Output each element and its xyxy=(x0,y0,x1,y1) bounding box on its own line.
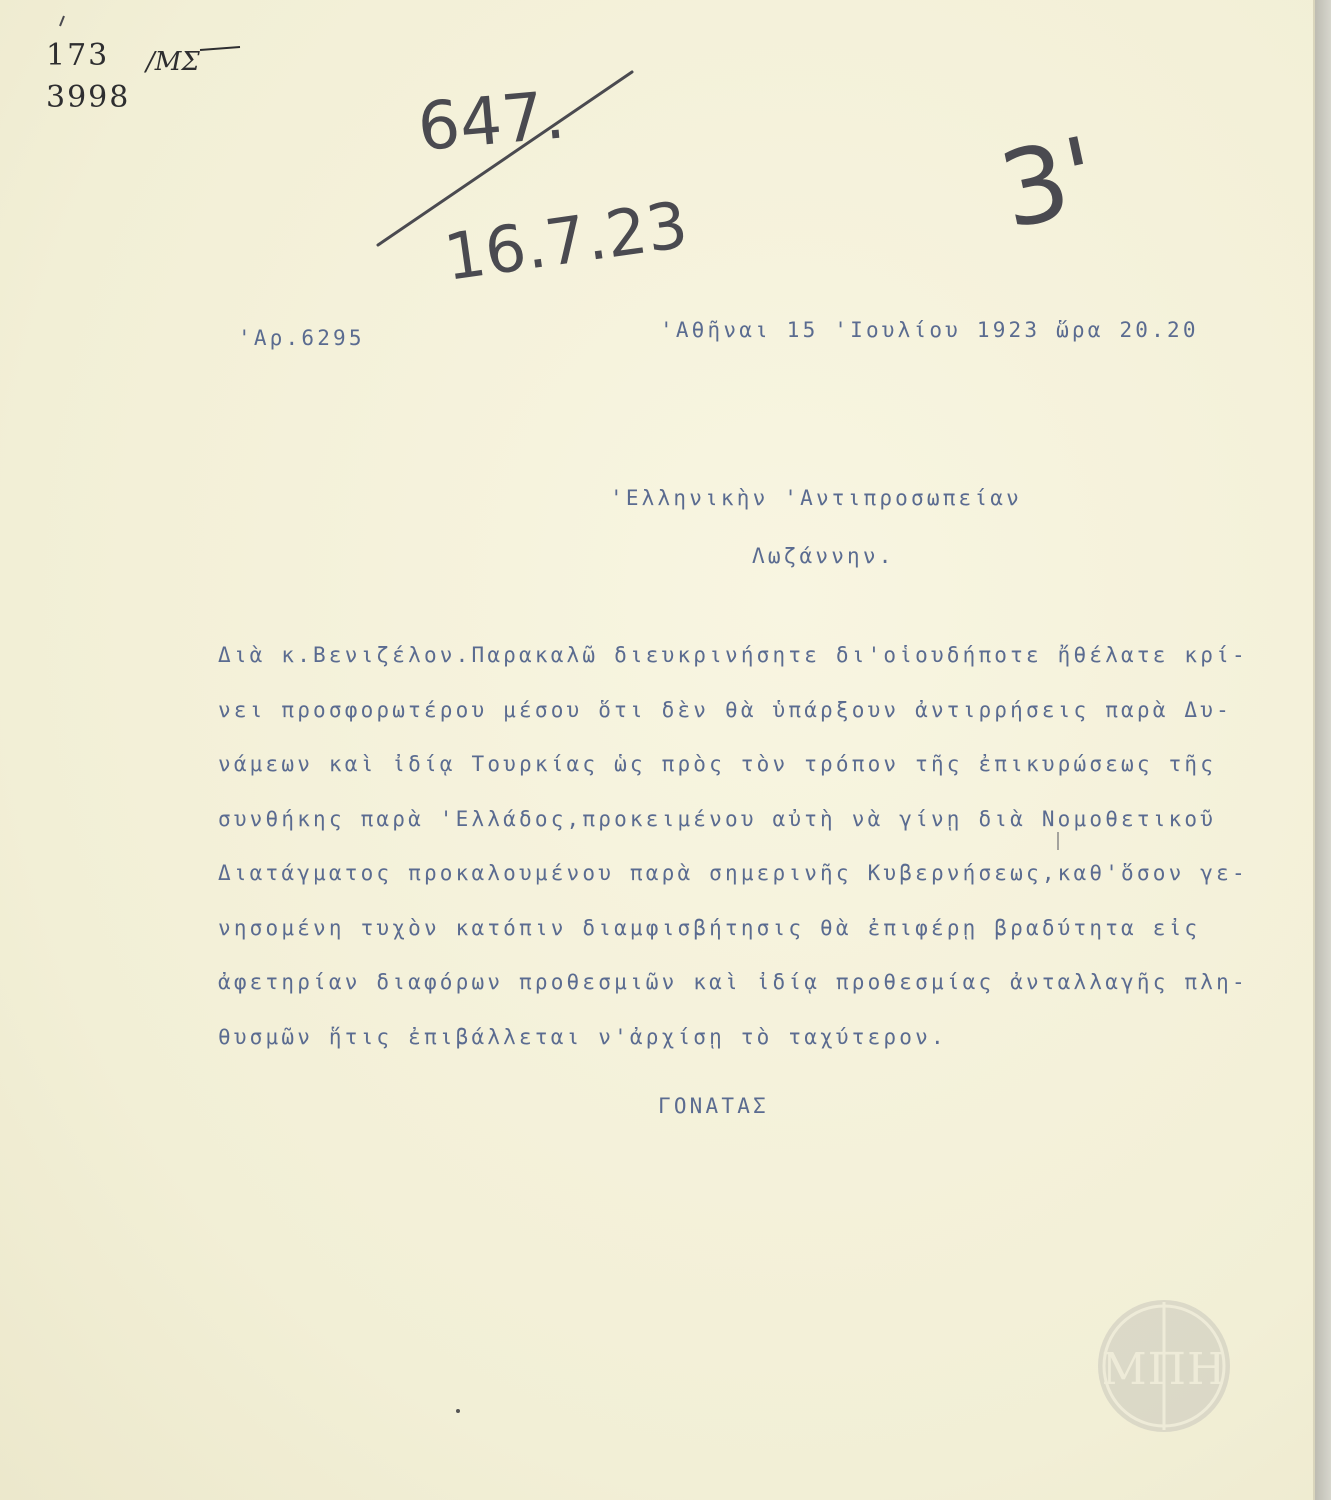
body-line: Διὰ κ.Βενιζέλον.Παρακαλῶ διευκρινήσητε δι'οἱουδήποτε ἤθέλατε κρί- xyxy=(218,643,1248,667)
seal-letters: ΜΠΗ xyxy=(1101,1344,1227,1395)
hand-mark: 3' xyxy=(989,113,1108,253)
body-line: νει προσφορωτέρου μέσου ὅτι δὲν θὰ ὑπάρξουν ἀντιρρήσεις παρὰ Δυ- xyxy=(218,697,1232,722)
page-edge xyxy=(1315,0,1331,1500)
body-line: νάμεων καὶ ἰδίᾳ Τουρκίας ὡς πρὸς τὸν τρόπον τῆς ἐπικυρώσεως τῆς xyxy=(218,752,1217,776)
body-line: θυσμῶν ἥτις ἐπιβάλλεται ν'ἀρχίσῃ τὸ ταχύτερον. xyxy=(218,1024,947,1049)
destination: Λωζάννην. xyxy=(752,544,895,568)
recipient: 'Ελληνικὴν 'Αντιπροσωπείαν xyxy=(610,486,1022,510)
ink-dot xyxy=(456,1409,460,1413)
ref-hand-stroke xyxy=(200,47,240,50)
reference-number-top: 173 xyxy=(46,38,110,73)
body-line: Διατάγματος προκαλουμένου παρὰ σημερινῆς Κυβερνήσεως,καθ'ὅσον γε- xyxy=(218,861,1248,885)
message-body xyxy=(218,628,1308,1064)
hand-number: 647. xyxy=(414,76,568,166)
ref-hand-note: /ΜΣ xyxy=(146,47,200,77)
archive-seal-stamp xyxy=(1094,1296,1234,1436)
place-date-line: 'Αθῆναι 15 'Ιουλίου 1923 ὥρα 20.20 xyxy=(660,318,1199,342)
tick-mark xyxy=(60,16,64,26)
protocol-number: 'Αρ.6295 xyxy=(238,326,365,350)
reference-number-bottom: 3998 xyxy=(46,80,131,115)
body-line: νησομένη τυχὸν κατόπιν διαμφισβήτησις θὰ ἐπιφέρῃ βραδύτητα εἰς xyxy=(218,915,1201,940)
body-line: ἀφετηρίαν διαφόρων προθεσμιῶν καὶ ἰδίᾳ προθεσμίας ἀνταλλαγῆς πλη- xyxy=(218,970,1248,994)
body-line: συνθήκης παρὰ 'Ελλάδος,προκειμένου αὐτὴ νὰ γίνῃ διὰ Νομοθετικοῦ xyxy=(218,806,1217,831)
hand-date: 16.7.23 xyxy=(439,188,693,296)
signature: ΓΟΝΑΤΑΣ xyxy=(658,1094,769,1118)
